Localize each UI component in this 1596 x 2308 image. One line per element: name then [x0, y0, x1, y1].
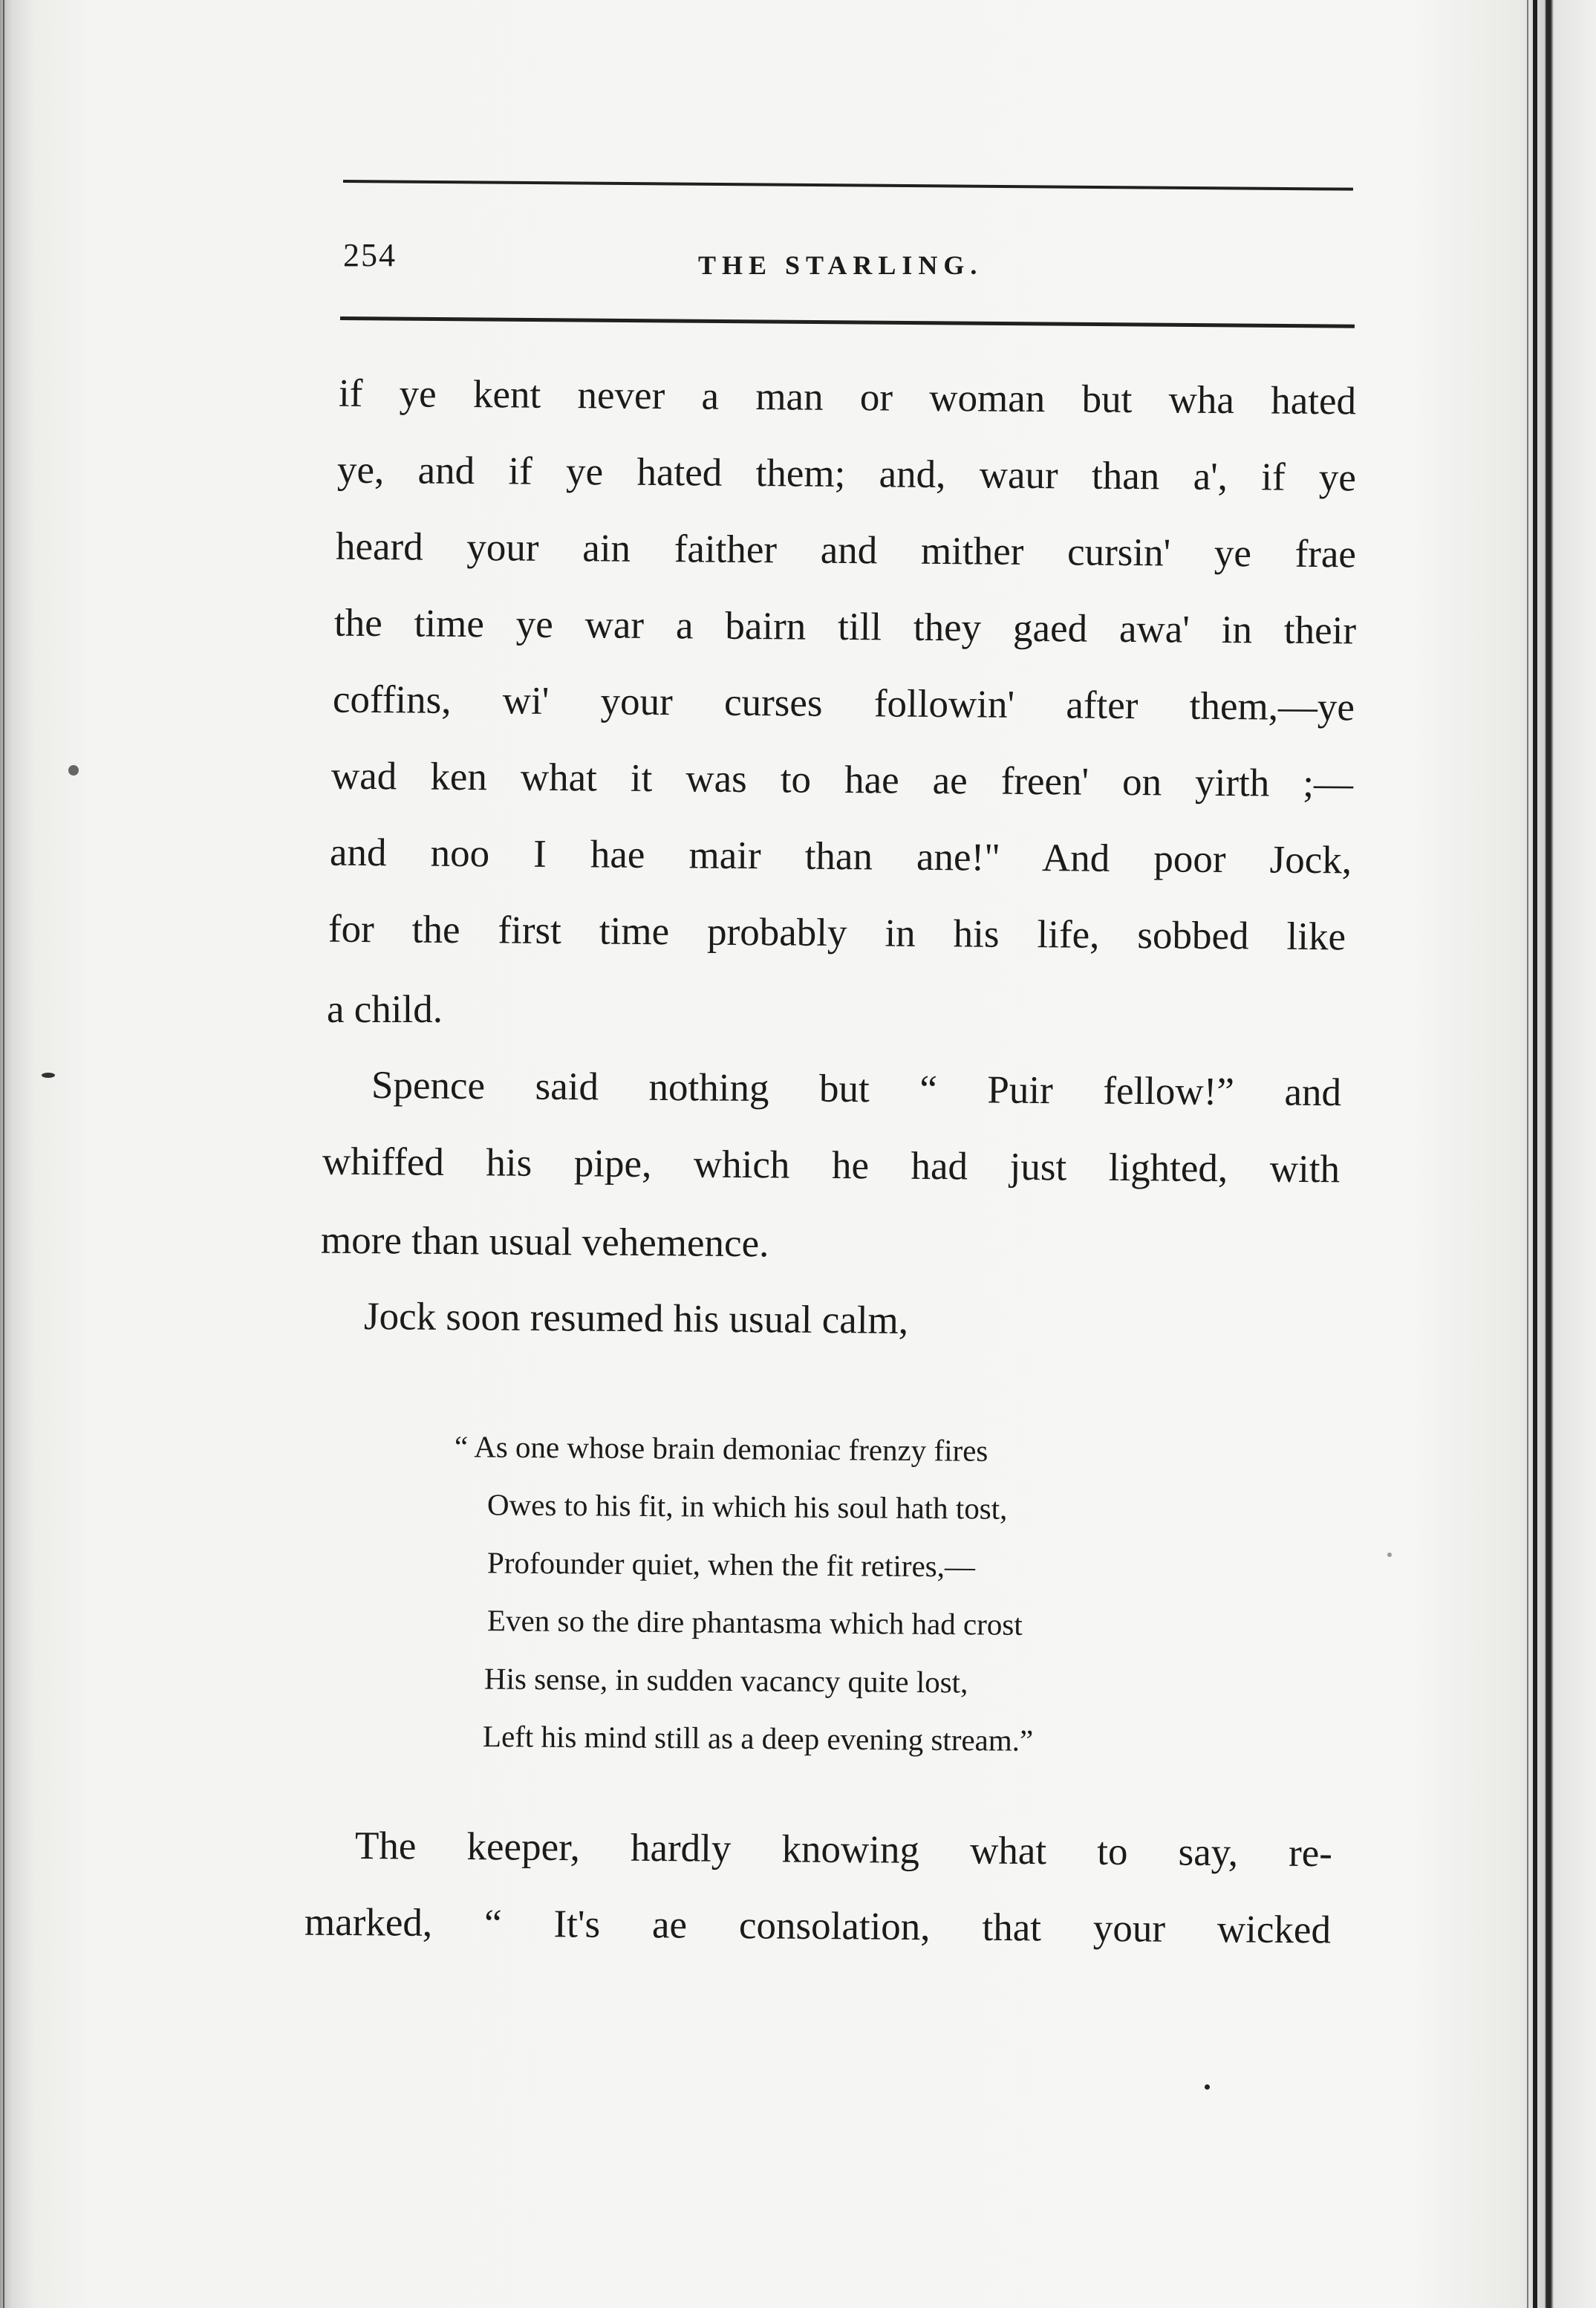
poem-line: “ As one whose brain demoniac frenzy fires	[454, 1429, 988, 1468]
text-line: heard your ain faither and mither cursin' ye frae	[335, 524, 1357, 576]
text-line: Jock soon resumed his usual calm,	[363, 1295, 909, 1342]
text-line: the time ye war a bairn till they gaed awa' in their	[333, 601, 1357, 653]
header-rule-top	[343, 180, 1353, 191]
text-line: and noo I hae mair than ane!" And poor Jock,	[329, 830, 1352, 882]
text-line: wad ken what it was to hae ae freen' on yirth ;—	[330, 754, 1354, 806]
text-line: a child.	[327, 988, 443, 1031]
text-line: whiffed his pipe, which he had just lighted, with	[322, 1140, 1341, 1192]
text-line: The keeper, hardly knowing what to say, re-	[354, 1824, 1333, 1876]
scan-speck	[42, 1073, 55, 1078]
poem-line: Left his mind still as a deep evening stream.”	[482, 1719, 1034, 1758]
text-line: if ye kent never a man or woman but wha hated	[338, 371, 1357, 423]
page-left-edge	[0, 0, 34, 2308]
page-right-edge-thin	[1527, 0, 1528, 2308]
running-title: THE STARLING.	[698, 250, 983, 280]
poem-line: His sense, in sudden vacancy quite lost,	[483, 1661, 968, 1700]
page-number: 254	[343, 237, 397, 273]
scan-speck	[1387, 1553, 1392, 1557]
text-line: Spence said nothing but “ Puir fellow!” and	[371, 1063, 1342, 1115]
text-line: coffins, wi' your curses followin' after them,—ye	[332, 677, 1355, 729]
poem-line: Even so the dire phantasma which had crost	[486, 1603, 1023, 1642]
poem-line: Profounder quiet, when the fit retires,—	[486, 1545, 976, 1584]
binding-line	[3, 0, 4, 2308]
text-line: ye, and if ye hated them; and, waur than a', if ye	[336, 448, 1357, 500]
scan-speck	[1205, 2084, 1210, 2090]
text-line: marked, “ It's ae consolation, that your wicked	[304, 1900, 1332, 1952]
header-rule-bottom	[340, 316, 1355, 328]
scan-speck	[68, 765, 79, 776]
text-line: for the first time probably in his life, sobbed like	[328, 907, 1346, 959]
page-right-edge	[1533, 0, 1537, 2308]
poem-line: Owes to his fit, in which his soul hath tost,	[486, 1487, 1008, 1526]
text-line: more than usual vehemence.	[320, 1218, 769, 1266]
